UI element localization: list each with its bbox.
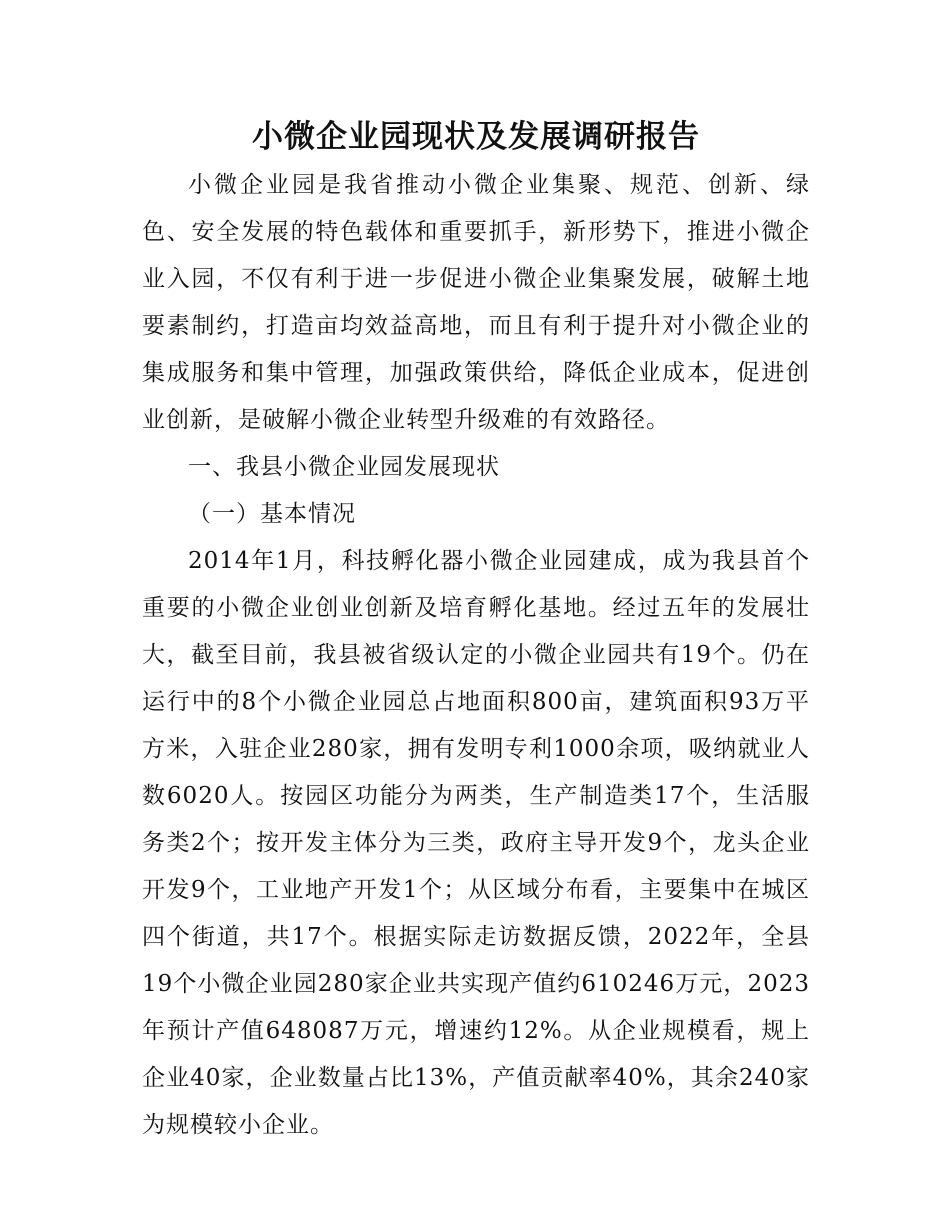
section-heading: 一、我县小微企业园发展现状 — [188, 454, 500, 480]
intro-paragraph: 小微企业园是我省推动小微企业集聚、规范、创新、绿色、安全发展的特色载体和重要抓手，新形势下，推进小微企业入园，不仅有利于进一步促进小微企业集聚发展，破解土地要素制约，打造亩均效益高地，而且有利于提升对小微企业的集成服务和集中管理，加强政策供给，降低企业成本，促进创业创新，是破解小微企业转型升级难的有效路径。 — [142, 172, 810, 433]
subsection-heading: （一）基本情况 — [188, 501, 356, 527]
document-body — [142, 112, 810, 1149]
document-title: 小微企业园现状及发展调研报告 — [252, 119, 700, 155]
basic-situation-paragraph: 2014年1月，科技孵化器小微企业园建成，成为我县首个重要的小微企业创业创新及培育孵化基地。经过五年的发展壮大，截至目前，我县被省级认定的小微企业园共有19个。仍在运行中的8个小微企业园总占地面积800亩，建筑面积93万平方米，入驻企业280家，拥有发明专利1000余项，吸纳就业人数6020人。按园区功能分为两类，生产制造类17个，生活服务类2个；按开发主体分为三类，政府主导开发9个，龙头企业开发9个，工业地产开发1个；从区域分布看，主要集中在城区四个街道，共17个。根据实际走访数据反馈，2022年，全县19个小微企业园280家企业共实现产值约610246万元，2023年预计产值648087万元，增速约12%。从企业规模看，规上企业40家，企业数量占比13%，产值贡献率40%，其余240家为规模较小企业。 — [142, 548, 810, 1138]
